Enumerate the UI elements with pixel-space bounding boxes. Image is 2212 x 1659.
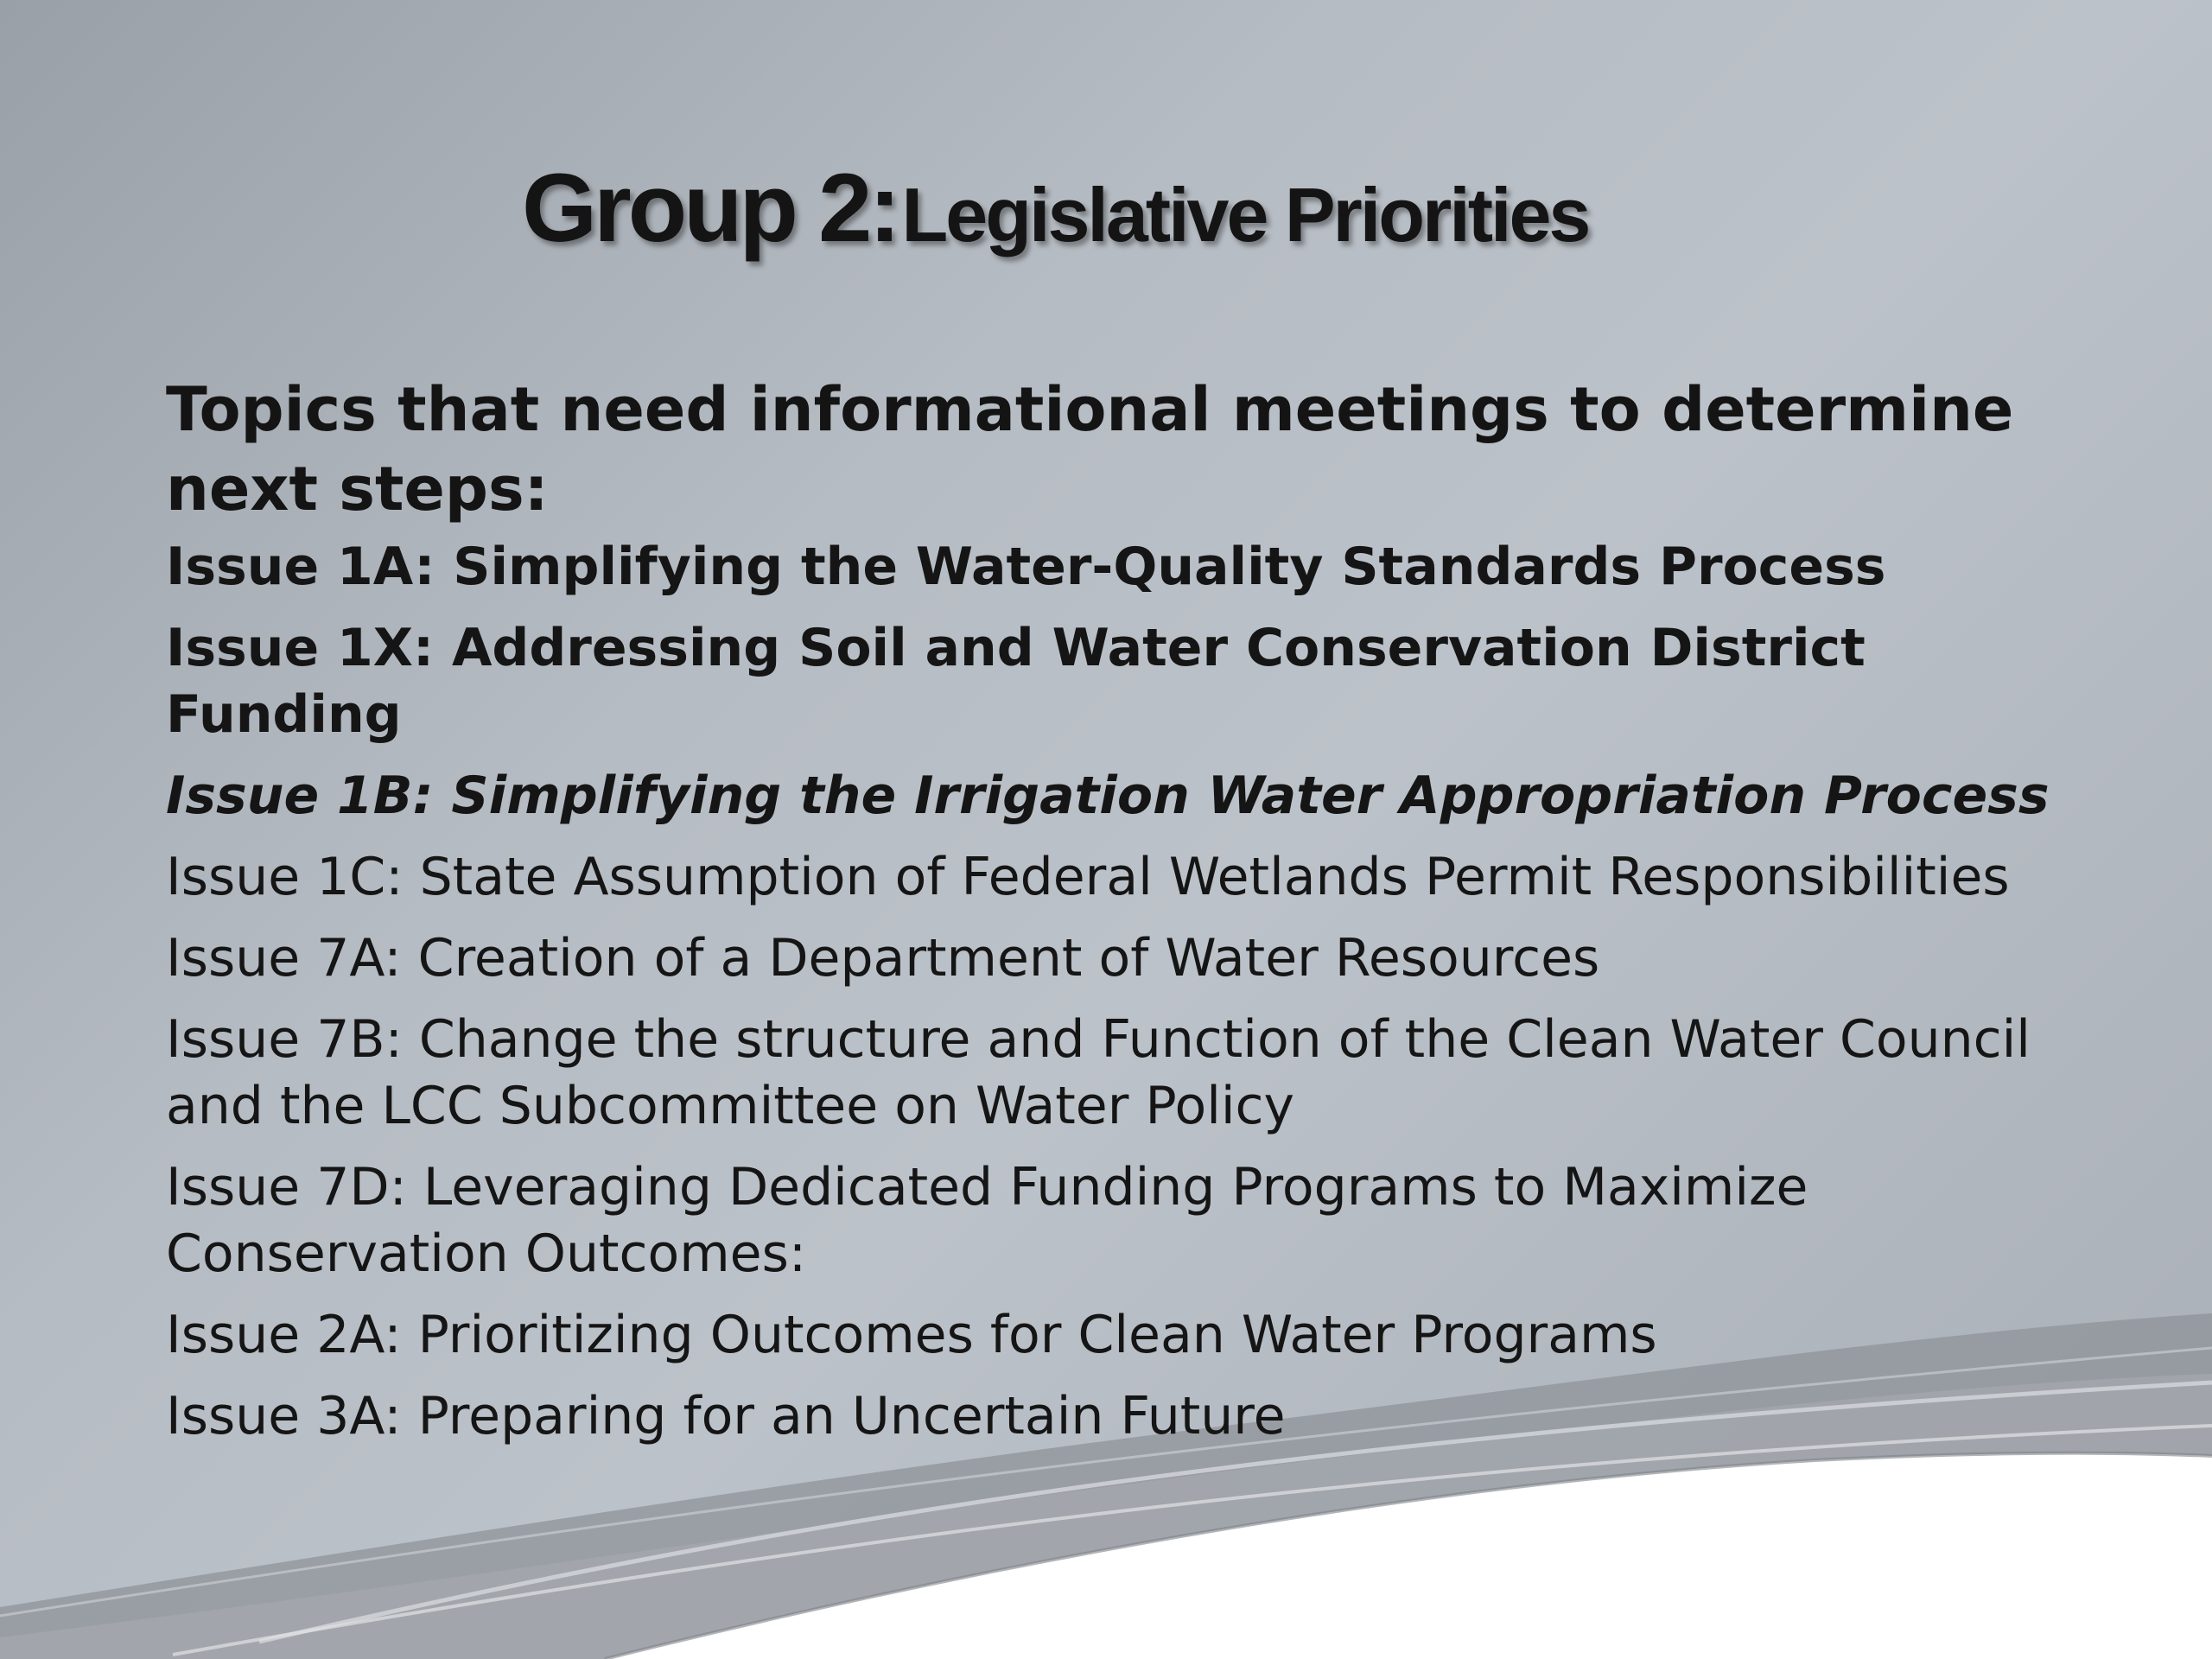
issues-list (166, 534, 2067, 1450)
issue-item-1x: Issue 1X: Addressing Soil and Water Conservation District Funding (166, 618, 1866, 745)
issue-item-7d: Issue 7D: Leveraging Dedicated Funding Programs to Maximize Conservation Outcomes: (166, 1157, 1808, 1284)
issue-item-7a: Issue 7A: Creation of a Department of Water Resources (166, 928, 1600, 988)
issue-item-1b: Issue 1B: Simplifying the Irrigation Water Appropriation Process (166, 766, 2050, 826)
title-main: Group 2: (522, 154, 898, 262)
slide-title (522, 152, 1588, 264)
issue-item-7b: Issue 7B: Change the structure and Function of the Clean Water Council and the LCC Subcommittee on Water Policy (166, 1009, 2031, 1136)
issue-item-1c: Issue 1C: State Assumption of Federal Wetlands Permit Responsibilities (166, 847, 2010, 907)
intro-heading: Topics that need informational meetings to determine next steps: (166, 374, 2014, 524)
title-sub: Legislative Priorities (901, 172, 1589, 257)
issue-item-1a: Issue 1A: Simplifying the Water-Quality Standards Process (166, 537, 1886, 597)
issue-item-3a: Issue 3A: Preparing for an Uncertain Future (166, 1386, 1286, 1446)
slide-content (166, 370, 2067, 1465)
issue-item-2a: Issue 2A: Prioritizing Outcomes for Clean Water Programs (166, 1305, 1657, 1365)
